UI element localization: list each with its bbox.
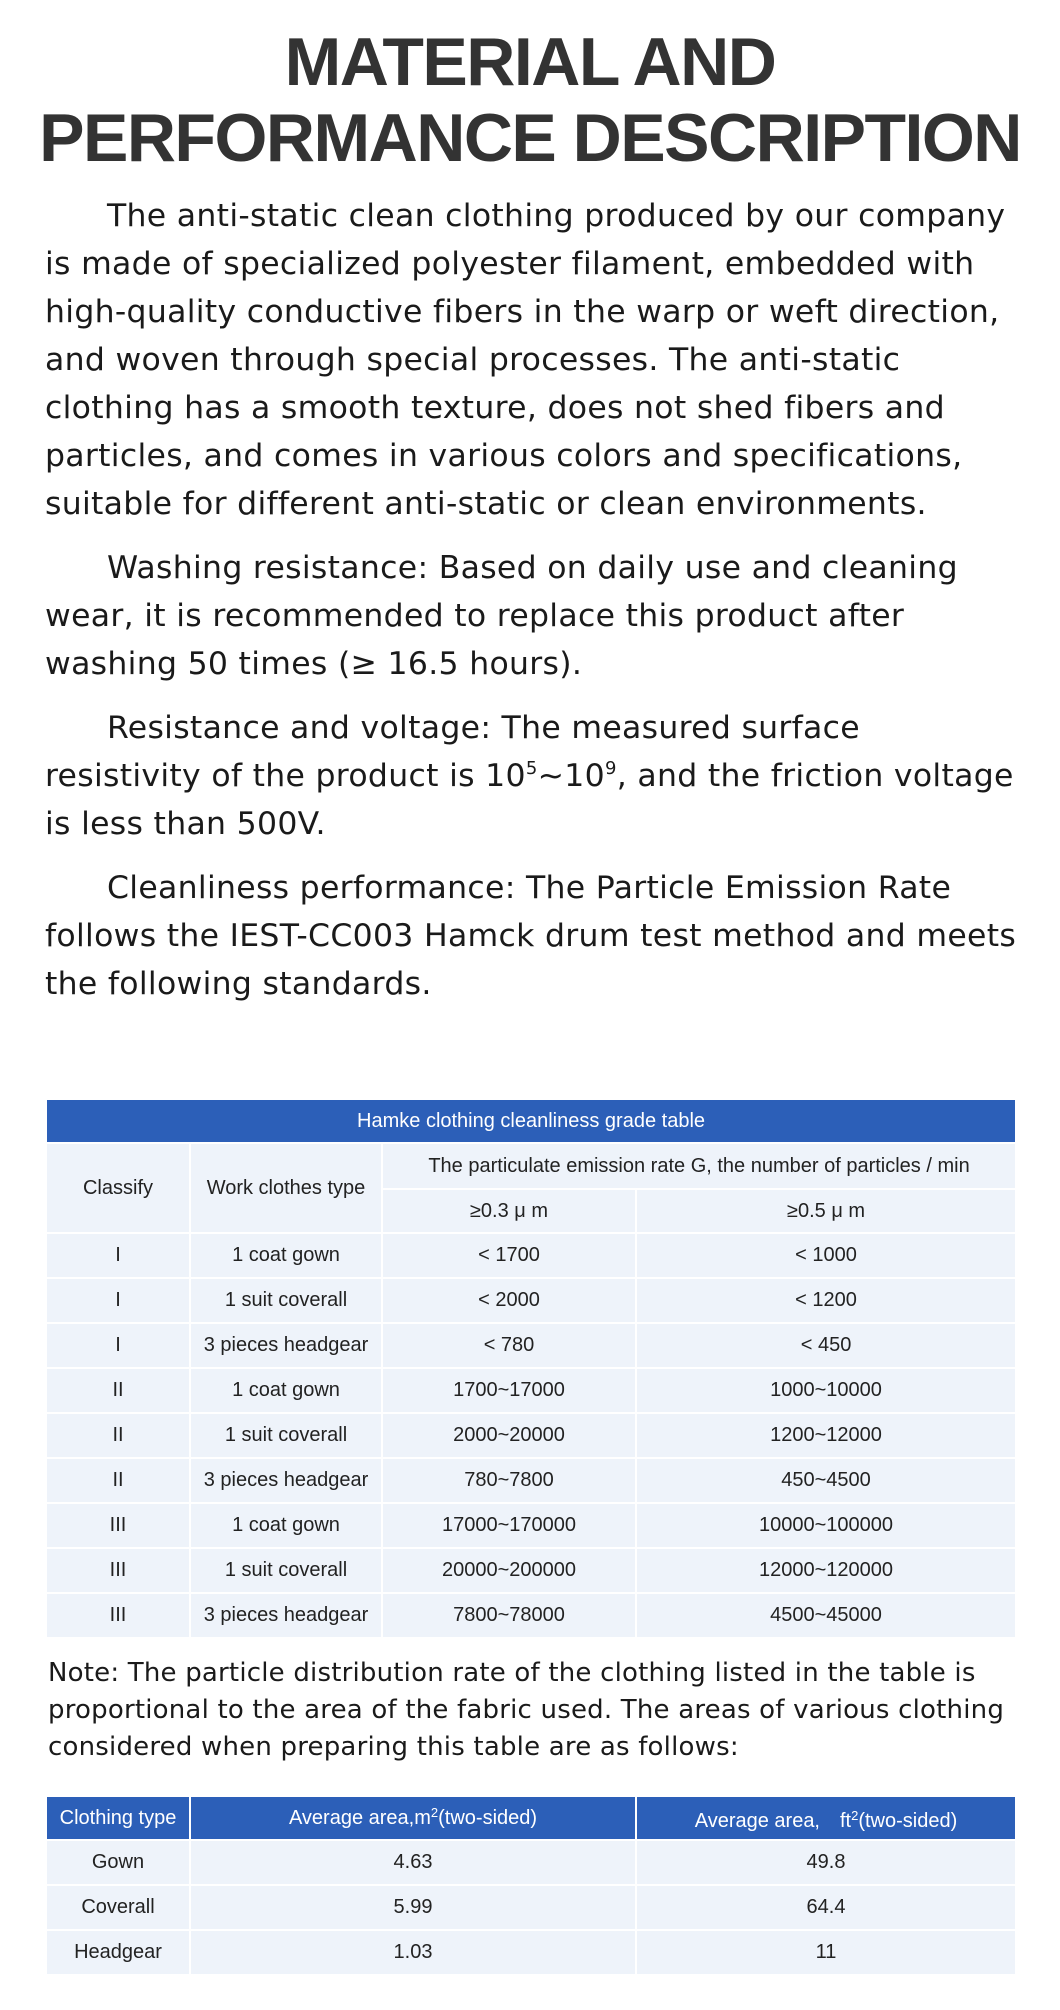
cell-area-m2: 5.99 <box>190 1885 636 1930</box>
m2-suffix: (two-sided) <box>438 1806 538 1829</box>
cell-p03: 20000~200000 <box>382 1548 636 1593</box>
resistance-exponent-max: 9 <box>604 758 617 779</box>
header-size-0-3: ≥0.3 μ m <box>382 1189 636 1233</box>
table-row <box>46 1278 1016 1323</box>
resistance-text-end: , and the friction voltage is less than 500V. <box>45 758 1014 842</box>
cell-p05: < 1200 <box>636 1278 1016 1323</box>
cell-clothing-type: Coverall <box>46 1885 190 1930</box>
page-title <box>0 24 1060 176</box>
cell-p05: 450~4500 <box>636 1458 1016 1503</box>
header-average-area-m2 <box>190 1796 636 1840</box>
cell-p03: 1700~17000 <box>382 1368 636 1413</box>
cell-classify: II <box>46 1458 190 1503</box>
table-row <box>46 1930 1016 1975</box>
cell-area-m2: 4.63 <box>190 1840 636 1885</box>
table-row <box>46 1458 1016 1503</box>
page-title-line-1: MATERIAL AND <box>284 24 776 100</box>
header-classify: Classify <box>46 1143 190 1233</box>
cell-classify: II <box>46 1413 190 1458</box>
cell-p05: 4500~45000 <box>636 1593 1016 1638</box>
table-row <box>46 1885 1016 1930</box>
clothing-area-table <box>45 1795 1017 1976</box>
cell-p03: < 1700 <box>382 1233 636 1278</box>
table-row <box>46 1593 1016 1638</box>
cell-classify: II <box>46 1368 190 1413</box>
table-row <box>46 1233 1016 1278</box>
cell-area-ft2: 11 <box>636 1930 1016 1975</box>
intro-paragraph: The anti-static clean clothing produced by our company is made of specialized polyester filament, embedded with high-quality conductive fibers in the warp or weft direction, and woven through special processes. The anti-static clothing has a smooth texture, does not shed fibers and particles, and comes in various colors and specifications, suitable for different anti-static or clean environments. <box>45 198 1006 522</box>
cleanliness-paragraph: Cleanliness performance: The Particle Emission Rate follows the IEST-CC003 Hamck drum test method and meets the following standards. <box>45 870 1017 1002</box>
cell-type: 1 coat gown <box>190 1503 382 1548</box>
cell-type: 3 pieces headgear <box>190 1323 382 1368</box>
cell-type: 3 pieces headgear <box>190 1593 382 1638</box>
cell-p03: < 780 <box>382 1323 636 1368</box>
table-row <box>46 1548 1016 1593</box>
table-row <box>46 1323 1016 1368</box>
ft2-exponent: 2 <box>851 1807 859 1823</box>
cell-p03: 17000~170000 <box>382 1503 636 1548</box>
resistance-exponent-min: 5 <box>525 758 538 779</box>
cell-p05: 12000~120000 <box>636 1548 1016 1593</box>
header-average-area-ft2 <box>636 1796 1016 1840</box>
cell-area-m2: 1.03 <box>190 1930 636 1975</box>
resistance-text-start: Resistance and voltage: The measured surface resistivity of the product is 10 <box>45 710 860 794</box>
cell-p05: < 1000 <box>636 1233 1016 1278</box>
table-row <box>46 1503 1016 1548</box>
header-clothing-type: Clothing type <box>46 1796 190 1840</box>
cell-p05: 10000~100000 <box>636 1503 1016 1548</box>
m2-label: Average area,m <box>288 1806 431 1829</box>
cell-type: 1 coat gown <box>190 1233 382 1278</box>
header-work-clothes-type: Work clothes type <box>190 1143 382 1233</box>
area-note: Note: The particle distribution rate of the clothing listed in the table is proportional to the area of the fabric used. The areas of various clothing considered when preparing this table are as follows: <box>48 1658 1005 1762</box>
cell-classify: I <box>46 1278 190 1323</box>
cell-p05: 1000~10000 <box>636 1368 1016 1413</box>
cell-classify: III <box>46 1548 190 1593</box>
table-row <box>46 1413 1016 1458</box>
cell-p05: < 450 <box>636 1323 1016 1368</box>
page-title-line-2: PERFORMANCE DESCRIPTION <box>39 100 1021 176</box>
description-body <box>45 192 1020 1024</box>
cell-clothing-type: Headgear <box>46 1930 190 1975</box>
cell-p03: 7800~78000 <box>382 1593 636 1638</box>
resistance-text-mid: ~10 <box>537 758 605 794</box>
resistance-voltage-paragraph <box>45 704 1020 848</box>
cell-classify: III <box>46 1593 190 1638</box>
cell-area-ft2: 49.8 <box>636 1840 1016 1885</box>
cell-classify: III <box>46 1503 190 1548</box>
cell-type: 1 suit coverall <box>190 1278 382 1323</box>
cleanliness-grade-table <box>45 1098 1017 1639</box>
washing-resistance-paragraph: Washing resistance: Based on daily use and cleaning wear, it is recommended to replace this product after washing 50 times (≥ 16.5 hours). <box>45 550 958 682</box>
cell-p03: 2000~20000 <box>382 1413 636 1458</box>
cell-p03: < 2000 <box>382 1278 636 1323</box>
cell-classify: I <box>46 1233 190 1278</box>
m2-exponent: 2 <box>430 1804 439 1820</box>
ft2-label: Average area, ft <box>694 1809 852 1832</box>
table-row <box>46 1840 1016 1885</box>
cell-classify: I <box>46 1323 190 1368</box>
header-size-0-5: ≥0.5 μ m <box>636 1189 1016 1233</box>
header-emission-rate: The particulate emission rate G, the number of particles / min <box>382 1143 1016 1189</box>
cell-type: 1 coat gown <box>190 1368 382 1413</box>
cell-type: 3 pieces headgear <box>190 1458 382 1503</box>
ft2-suffix: (two-sided) <box>858 1809 958 1832</box>
grade-table-caption: Hamke clothing cleanliness grade table <box>46 1099 1016 1143</box>
cell-area-ft2: 64.4 <box>636 1885 1016 1930</box>
cell-clothing-type: Gown <box>46 1840 190 1885</box>
table-row <box>46 1368 1016 1413</box>
cell-type: 1 suit coverall <box>190 1413 382 1458</box>
cell-p03: 780~7800 <box>382 1458 636 1503</box>
cell-type: 1 suit coverall <box>190 1548 382 1593</box>
cell-p05: 1200~12000 <box>636 1413 1016 1458</box>
